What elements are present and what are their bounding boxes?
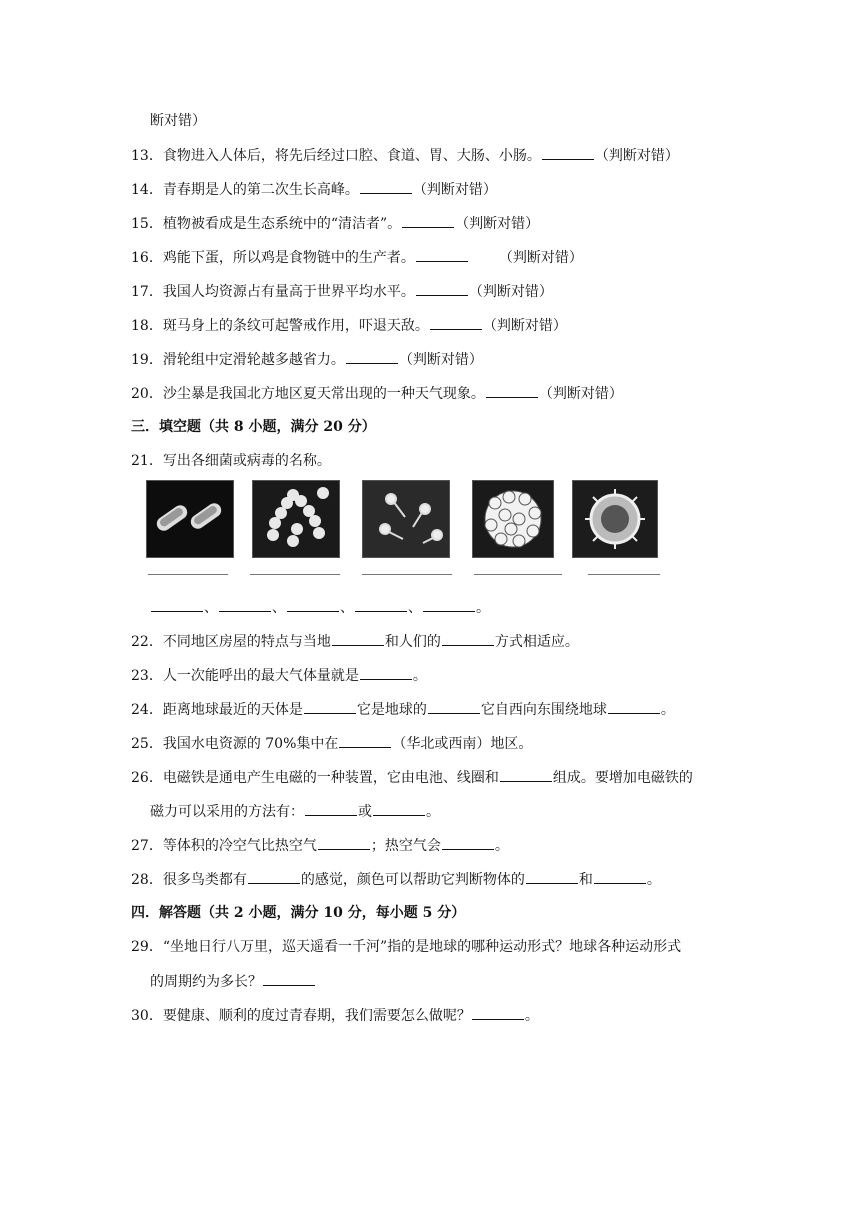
caption-line <box>474 574 562 575</box>
answer-blank[interactable] <box>219 597 271 612</box>
coronavirus-image <box>572 480 658 558</box>
answer-blank[interactable] <box>373 801 425 816</box>
answer-blank[interactable] <box>263 971 315 986</box>
caption-line <box>148 574 228 575</box>
answer-blank[interactable] <box>486 383 538 398</box>
answer-blank[interactable] <box>339 733 391 748</box>
question-24: 24．距离地球最近的天体是 它是地球的 它自西向东围绕地球 。 <box>131 699 675 720</box>
caption-line <box>362 574 452 575</box>
answer-blank[interactable] <box>318 835 370 850</box>
answer-blank[interactable] <box>416 281 468 296</box>
answer-blank[interactable] <box>416 247 468 262</box>
answer-blank[interactable] <box>304 699 356 714</box>
question-26: 26．电磁铁是通电产生电磁的一种装置，它由电池、线圈和 组成。要增加电磁铁的 <box>131 767 693 788</box>
question-21-answers: 、 、 、 、 。 <box>150 597 490 618</box>
answer-blank[interactable] <box>526 869 578 884</box>
answer-blank[interactable] <box>360 179 412 194</box>
answer-blank[interactable] <box>430 315 482 330</box>
section-3-heading: 三．填空题（共 8 小题，满分 20 分） <box>131 419 376 435</box>
question-25: 25．我国水电资源的 70%集中在 （华北或西南）地区。 <box>131 733 532 754</box>
answer-blank[interactable] <box>305 801 357 816</box>
answer-blank[interactable] <box>428 699 480 714</box>
question-23: 23．人一次能呼出的最大气体量就是 。 <box>131 665 427 686</box>
q12-tail: 断对错） <box>150 113 206 129</box>
answer-blank[interactable] <box>608 699 660 714</box>
caption-line <box>588 574 660 575</box>
question-18: 18．斑马身上的条纹可起警戒作用，吓退天敌。 （判断对错） <box>131 315 567 336</box>
answer-blank[interactable] <box>472 1005 524 1020</box>
answer-blank[interactable] <box>542 145 594 160</box>
microbe-images <box>146 480 666 580</box>
answer-blank[interactable] <box>442 835 494 850</box>
answer-blank[interactable] <box>151 597 203 612</box>
question-29-cont: 的周期约为多长？ <box>150 971 316 992</box>
virus-cluster-image <box>472 480 554 558</box>
bacillus-image <box>146 480 234 558</box>
question-19: 19．滑轮组中定滑轮越多越省力。 （判断对错） <box>131 349 483 370</box>
question-29: 29．“坐地日行八万里，巡天遥看一千河”指的是地球的哪种运动形式？地球各种运动形式 <box>131 939 682 955</box>
question-15: 15．植物被看成是生态系统中的“清洁者”。 （判断对错） <box>131 213 539 234</box>
bacteriophage-image <box>362 480 450 558</box>
question-16: 16．鸡能下蛋，所以鸡是食物链中的生产者。 （判断对错） <box>131 247 583 268</box>
answer-blank[interactable] <box>594 869 646 884</box>
answer-blank[interactable] <box>332 631 384 646</box>
caption-line <box>250 574 340 575</box>
question-21: 21．写出各细菌或病毒的名称。 <box>131 453 331 469</box>
answer-blank[interactable] <box>500 767 552 782</box>
question-27: 27．等体积的冷空气比热空气 ；热空气会 。 <box>131 835 509 856</box>
question-22: 22．不同地区房屋的特点与当地 和人们的 方式相适应。 <box>131 631 579 652</box>
question-17: 17．我国人均资源占有量高于世界平均水平。 （判断对错） <box>131 281 553 302</box>
answer-blank[interactable] <box>355 597 407 612</box>
answer-blank[interactable] <box>346 349 398 364</box>
answer-blank[interactable] <box>423 597 475 612</box>
question-13: 13．食物进入人体后，将先后经过口腔、食道、胃、大肠、小肠。 （判断对错） <box>131 145 679 166</box>
section-4-heading: 四．解答题（共 2 小题，满分 10 分，每小题 5 分） <box>131 905 466 921</box>
streptococcus-image <box>252 480 340 558</box>
answer-blank[interactable] <box>287 597 339 612</box>
question-30: 30．要健康、顺利的度过青春期，我们需要怎么做呢？ 。 <box>131 1005 539 1026</box>
answer-blank[interactable] <box>442 631 494 646</box>
question-28: 28．很多鸟类都有 的感觉，颜色可以帮助它判断物体的 和 。 <box>131 869 661 890</box>
question-26-cont: 磁力可以采用的方法有： 或 。 <box>150 801 440 822</box>
answer-blank[interactable] <box>248 869 300 884</box>
answer-blank[interactable] <box>360 665 412 680</box>
answer-blank[interactable] <box>402 213 454 228</box>
question-20: 20．沙尘暴是我国北方地区夏天常出现的一种天气现象。 （判断对错） <box>131 383 623 404</box>
question-14: 14．青春期是人的第二次生长高峰。 （判断对错） <box>131 179 497 200</box>
